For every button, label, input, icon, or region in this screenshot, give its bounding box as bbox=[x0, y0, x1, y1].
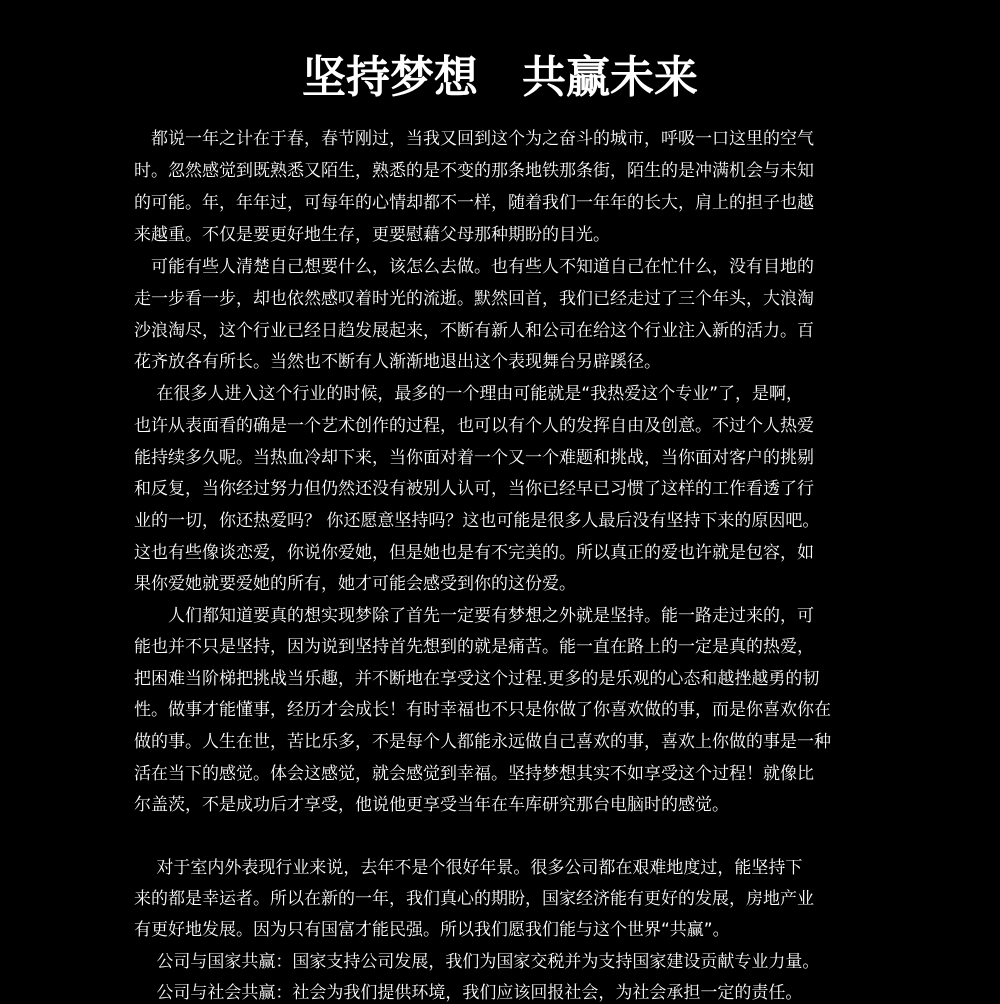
body-line: 和反复，当你经过努力但仍然还没有被别人认可，当你已经早已习惯了这样的工作看透了行 bbox=[134, 479, 814, 499]
body-line: 公司与国家共赢：国家支持公司发展，我们为国家交税并为支持国家建设贡献专业力量。 bbox=[134, 952, 820, 972]
body-line: 可能有些人清楚自己想要什么，该怎么去做。也有些人不知道自己在忙什么，没有目地的 bbox=[134, 257, 814, 277]
body-line: 做的事。人生在世，苦比乐多，不是每个人都能永远做自己喜欢的事，喜欢上你做的事是一种 bbox=[134, 732, 831, 752]
body-line: 把困难当阶梯把挑战当乐趣，并不断地在享受这个过程.更多的是乐观的心态和越挫越勇的韧 bbox=[134, 669, 820, 689]
body-line: 有更好地发展。因为只有国富才能民强。所以我们愿我们能与这个世界“共赢”。 bbox=[134, 920, 730, 940]
body-line: 公司与社会共赢：社会为我们提供环境，我们应该回报社会，为社会承担一定的责任。 bbox=[134, 983, 803, 1003]
body-line: 也许从表面看的确是一个艺术创作的过程，也可以有个人的发挥自由及创意。不过个人热爱 bbox=[134, 416, 814, 436]
body-line: 这也有些像谈恋爱，你说你爱她，但是她也是有不完美的。所以真正的爱也许就是包容，如 bbox=[134, 543, 814, 563]
body-line: 的可能。年，年年过，可每年的心情却都不一样，随着我们一年年的长大，肩上的担子也越 bbox=[134, 193, 814, 213]
body-line: 沙浪淘尽，这个行业已经日趋发展起来，不断有新人和公司在给这个行业注入新的活力。百 bbox=[134, 321, 814, 341]
body-line: 性。做事才能懂事，经历才会成长！有时幸福也不只是你做了你喜欢做的事，而是你喜欢你在 bbox=[134, 700, 831, 720]
body-line: 能持续多久呢。当热血冷却下来，当你面对着一个又一个难题和挑战，当你面对客户的挑剔 bbox=[134, 448, 814, 468]
body-line: 能也并不只是坚持，因为说到坚持首先想到的就是痛苦。能一直在路上的一定是真的热爱， bbox=[134, 637, 814, 657]
body-line: 对于室内外表现行业来说，去年不是个很好年景。很多公司都在艰难地度过，能坚持下 bbox=[134, 858, 803, 878]
body-line: 在很多人进入这个行业的时候，最多的一个理由可能就是“我热爱这个专业”了，是啊， bbox=[134, 384, 804, 404]
body-line: 花齐放各有所长。当然也不断有人渐渐地退出这个表现舞台另辟蹊径。 bbox=[134, 352, 661, 372]
body-line: 来越重。不仅是要更好地生存，更要慰藉父母那种期盼的目光。 bbox=[134, 225, 610, 245]
body-line: 果你爱她就要爱她的所有，她才可能会感受到你的这份爱。 bbox=[134, 574, 576, 594]
body-line: 活在当下的感觉。体会这感觉，就会感觉到幸福。坚持梦想其实不如享受这个过程！就像比 bbox=[134, 764, 814, 784]
body-line: 人们都知道要真的想实现梦除了首先一定要有梦想之外就是坚持。能一路走过来的，可 bbox=[134, 606, 814, 626]
body-line: 业的一切，你还热爱吗？ 你还愿意坚持吗？这也可能是很多人最后没有坚持下来的原因吧。 bbox=[134, 511, 820, 531]
body-line: 走一步看一步，却也依然感叹着时光的流逝。默然回首，我们已经走过了三个年头，大浪淘 bbox=[134, 289, 814, 309]
body-line: 来的都是幸运者。所以在新的一年，我们真心的期盼，国家经济能有更好的发展，房地产业 bbox=[134, 889, 814, 909]
body-line: 都说一年之计在于春，春节刚过，当我又回到这个为之奋斗的城市，呼吸一口这里的空气 bbox=[134, 129, 814, 149]
page-title: 坚持梦想 共赢未来 bbox=[302, 52, 698, 103]
body-line: 时。忽然感觉到既熟悉又陌生，熟悉的是不变的那条地铁那条街，陌生的是冲满机会与未知 bbox=[134, 161, 814, 181]
body-line: 尔盖茨，不是成功后才享受，他说他更享受当年在车库研究那台电脑时的感觉。 bbox=[134, 795, 729, 815]
